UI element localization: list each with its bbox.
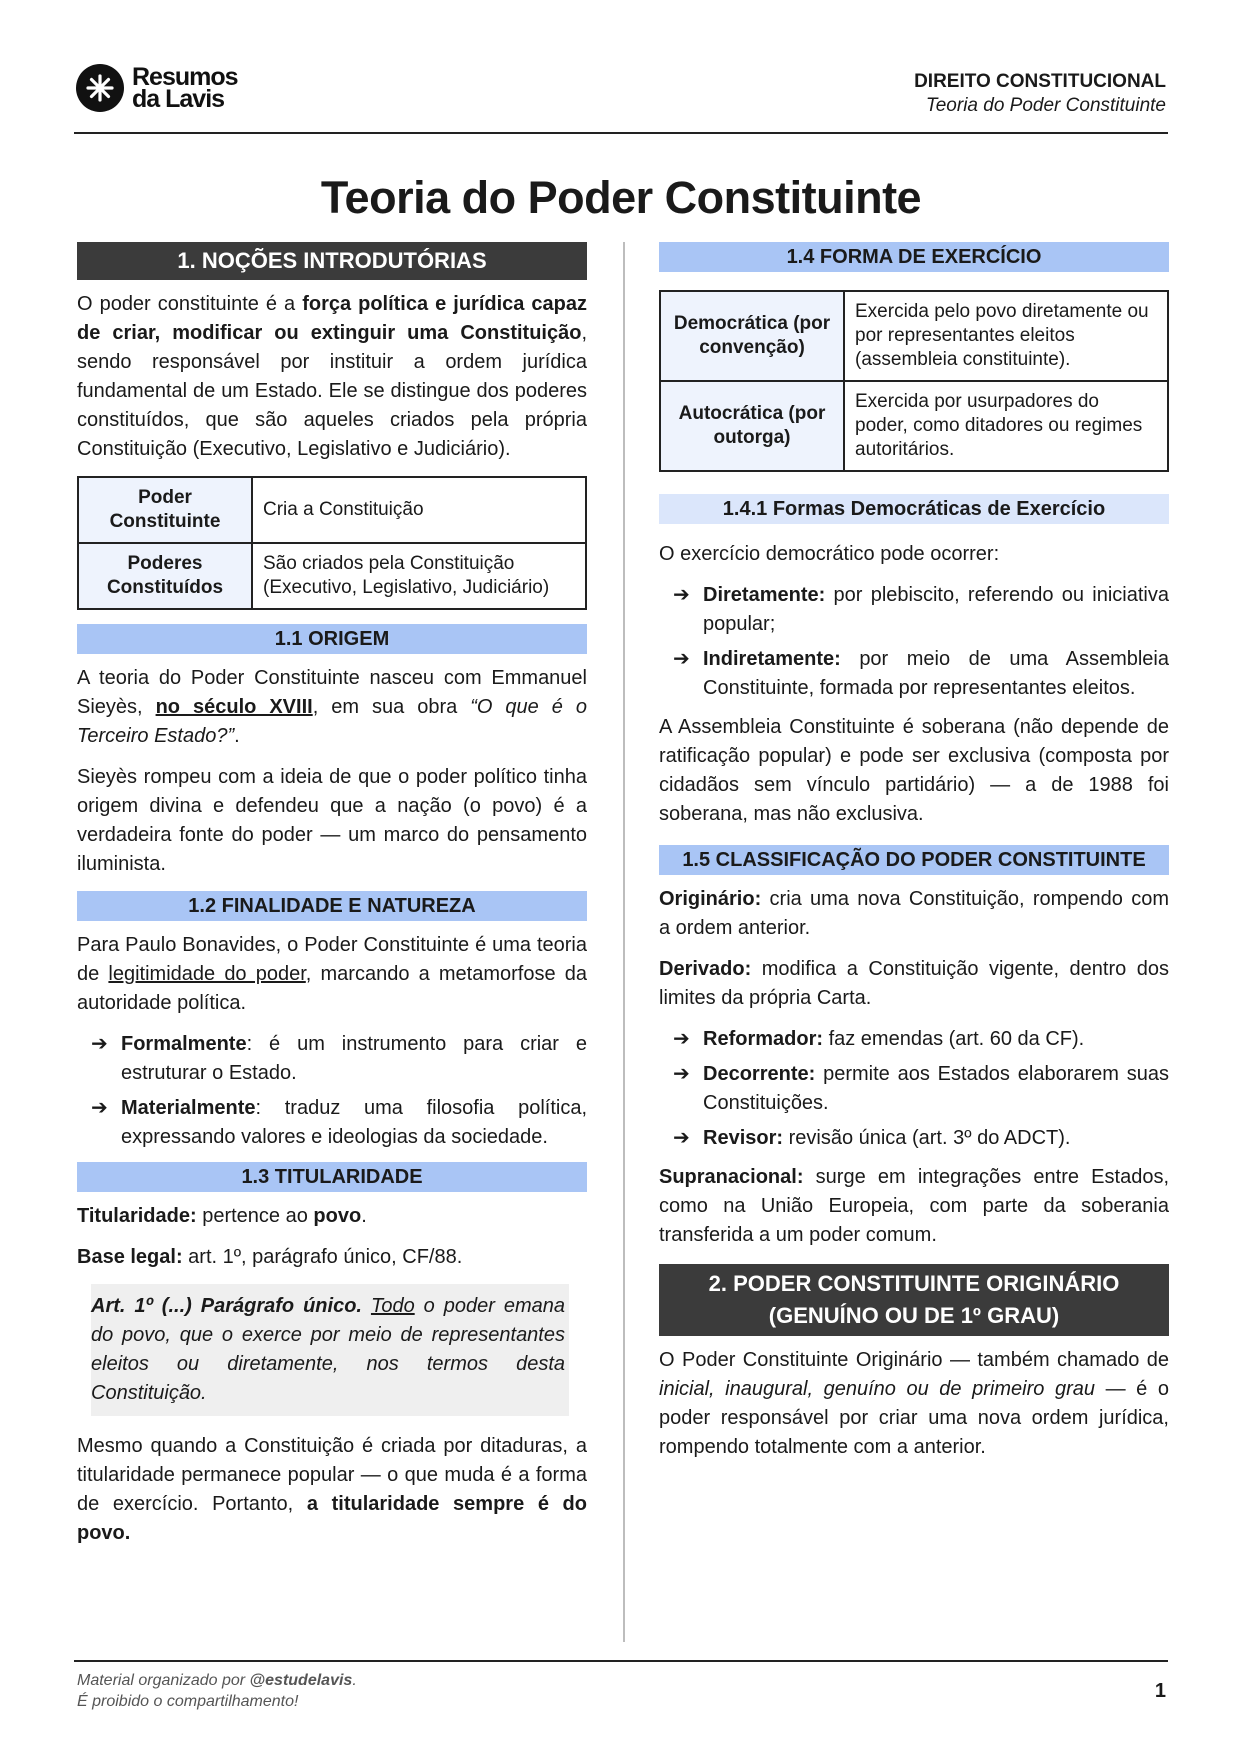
- bold-text: Supranacional:: [659, 1166, 804, 1188]
- section-heading-1: 1. NOÇÕES INTRODUTÓRIAS: [77, 242, 587, 280]
- footer-credit: [77, 1670, 357, 1691]
- header-info: [914, 70, 1166, 118]
- text-run: pertence ao: [196, 1205, 314, 1227]
- text-run: — é o poder responsável por criar uma nova ordem jurídica, rompendo totalmente com a anterior.: [659, 1378, 1170, 1458]
- list-item: [659, 1060, 1169, 1118]
- table-key-cell: Poderes Constituídos: [78, 543, 252, 609]
- list-item-label: Formalmente: [121, 1033, 247, 1055]
- titularidade-paragraph: [77, 1202, 587, 1231]
- table-key-cell: Poder Constituinte: [78, 477, 252, 543]
- text-run: Para Paulo Bonavides, o Poder Constituinte é uma teoria de: [77, 934, 587, 985]
- footer-handle: @estudelavis: [249, 1672, 353, 1689]
- text-run: Mesmo quando a Constituição é criada por ditaduras, a titularidade permanece popular — o que muda é a forma de exercício. Portanto,: [77, 1435, 587, 1515]
- bold-text: força política e jurídica capaz de criar, modificar ou extinguir uma Constituição: [77, 293, 587, 344]
- list-item-label: Materialmente: [121, 1097, 256, 1119]
- text-run: Material organizado por: [77, 1672, 250, 1689]
- table-value-cell: São criados pela Constituição (Executivo, Legislativo, Judiciário): [252, 543, 586, 609]
- table-value-cell: Cria a Constituição: [252, 477, 586, 543]
- underlined-text: legitimidade do poder: [108, 963, 306, 985]
- list-item-text: : traduz uma filosofia política, expressando valores e ideologias da sociedade.: [121, 1097, 587, 1148]
- democratic-forms-list: [659, 581, 1169, 703]
- right-arrow-icon: ➔: [91, 1097, 108, 1119]
- page-number: 1: [1154, 1680, 1166, 1702]
- bold-text: Base legal:: [77, 1246, 183, 1268]
- topic-label: Teoria do Poder Constituinte: [925, 95, 1166, 116]
- table-key-cell: Democrática (por convenção): [660, 291, 844, 381]
- list-item-text: : é um instrumento para criar e estruturar o Estado.: [121, 1033, 587, 1084]
- list-item-text: faz emendas (art. 60 da CF).: [823, 1028, 1085, 1050]
- bold-text: Titularidade:: [77, 1205, 197, 1227]
- conclusion-paragraph: [77, 1432, 587, 1548]
- bold-text: Derivado:: [659, 958, 752, 980]
- brand-name: [132, 63, 238, 113]
- supranacional-paragraph: [659, 1163, 1169, 1250]
- list-item: [659, 1124, 1169, 1153]
- text-run: O Poder Constituinte Originário — também chamado de: [659, 1349, 1169, 1371]
- bold-text: Originário:: [659, 888, 762, 910]
- section-heading-1-4: 1.4 FORMA DE EXERCÍCIO: [659, 242, 1169, 272]
- list-item-text: por meio de uma Assembleia Constituinte, formada por representantes eleitos.: [703, 648, 1169, 699]
- brand-name-line2: da Lavis: [132, 85, 225, 113]
- list-item-label: Diretamente:: [703, 584, 826, 606]
- assembly-paragraph: A Assembleia Constituinte é soberana (não depende de ratificação popular) e pode ser exclusiva (composta por cidadãos sem vínculo partidário) — a de 1988 foi soberana, mas não exclusiva.: [659, 716, 1169, 825]
- comparison-table: [77, 476, 587, 610]
- text-run: A teoria do Poder Constituinte nasceu com Emmanuel Sieyès,: [77, 667, 587, 718]
- right-arrow-icon: ➔: [673, 1127, 690, 1149]
- intro-paragraph: [77, 290, 587, 464]
- section-heading-1-2: 1.2 FINALIDADE E NATUREZA: [77, 891, 587, 921]
- text-run: cria uma nova Constituição, rompendo com a ordem anterior.: [659, 888, 1169, 939]
- right-arrow-icon: ➔: [673, 584, 690, 606]
- bonavides-paragraph: [77, 931, 587, 1018]
- section-heading-1-3: 1.3 TITULARIDADE: [77, 1162, 587, 1192]
- list-item: [77, 1030, 587, 1088]
- bold-text: Art. 1º (...) Parágrafo único.: [91, 1295, 362, 1317]
- list-item: [77, 1094, 587, 1152]
- list-item-label: Revisor:: [703, 1127, 784, 1149]
- text-run: surge em integrações entre Estados, como na União Europeia, com parte da soberania transferida a um poder comum.: [659, 1166, 1169, 1246]
- table-value-cell: Exercida por usurpadores do poder, como ditadores ou regimes autoritários.: [844, 381, 1168, 471]
- table-row: [78, 477, 586, 543]
- italic-text: “O que é o Terceiro Estado?”: [77, 696, 587, 747]
- right-arrow-icon: ➔: [91, 1033, 108, 1055]
- base-legal-paragraph: [77, 1243, 587, 1272]
- right-column: [659, 242, 1169, 1474]
- bold-text: povo: [313, 1205, 362, 1227]
- text-run: , em sua obra: [312, 696, 471, 718]
- section-heading-2-line1: 2. PODER CONSTITUINTE ORIGINÁRIO: [708, 1271, 1120, 1296]
- page-title: Teoria do Poder Constituinte: [320, 172, 922, 223]
- right-arrow-icon: ➔: [673, 1028, 690, 1050]
- table-row: [660, 291, 1168, 381]
- list-item: [659, 645, 1169, 703]
- text-run: modifica a Constituição vigente, dentro dos limites da própria Carta.: [659, 958, 1169, 1009]
- list-item-label: Indiretamente:: [703, 648, 841, 670]
- list-item-text: permite aos Estados elaborarem suas Constituições.: [703, 1063, 1169, 1114]
- list-item-label: Reformador:: [703, 1028, 824, 1050]
- column-divider: [623, 242, 625, 1642]
- table-row: [660, 381, 1168, 471]
- italic-text: inicial, inaugural, genuíno ou de primeiro grau: [659, 1378, 1095, 1400]
- text-run: [362, 1295, 371, 1317]
- table-row: [78, 543, 586, 609]
- section-heading-2-line2: (GENUÍNO OU DE 1º GRAU): [768, 1303, 1060, 1328]
- left-column: [77, 242, 587, 1560]
- brand-logo: [76, 64, 238, 112]
- text-run: O poder constituinte é a: [77, 293, 303, 315]
- text-run: , sendo responsável por instituir a ordem jurídica fundamental de um Estado. Ele se distingue dos poderes constituídos, que são aqueles criados pela própria Constituição (Executivo, Legislativo e Judiciário).: [77, 322, 587, 460]
- footer-warning: É proibido o compartilhamento!: [77, 1693, 299, 1710]
- header-divider: [74, 132, 1168, 134]
- nature-list: [77, 1030, 587, 1152]
- list-item-label: Decorrente:: [703, 1063, 816, 1085]
- originario-paragraph: [659, 885, 1169, 943]
- right-arrow-icon: ➔: [673, 648, 690, 670]
- exercise-form-table: [659, 290, 1169, 472]
- table-value-cell: Exercida pelo povo diretamente ou por representantes eleitos (assembleia constituinte).: [844, 291, 1168, 381]
- legal-quote: [91, 1284, 569, 1416]
- section-heading-1-1: 1.1 ORIGEM: [77, 624, 587, 654]
- footer-note: [77, 1670, 357, 1712]
- bold-underlined-text: no século XVIII: [155, 696, 313, 718]
- list-item: [659, 581, 1169, 639]
- section-heading-2: [659, 1264, 1169, 1336]
- origin-paragraph: [77, 664, 587, 751]
- text-run: .: [361, 1205, 367, 1227]
- section-heading-1-5: 1.5 CLASSIFICAÇÃO DO PODER CONSTITUINTE: [659, 845, 1169, 875]
- footer-divider: [74, 1660, 1168, 1662]
- derivado-paragraph: [659, 955, 1169, 1013]
- table-key-cell: Autocrática (por outorga): [660, 381, 844, 471]
- underlined-text: Todo: [370, 1295, 415, 1317]
- text-run: , marcando a metamorfose da autoridade política.: [77, 963, 588, 1014]
- bold-text: a titularidade sempre é do povo.: [77, 1493, 587, 1544]
- text-run: .: [234, 725, 240, 747]
- text-run: .: [352, 1672, 357, 1689]
- asterisk-star-icon: [76, 64, 124, 112]
- list-item-text: revisão única (art. 3º do ADCT).: [783, 1127, 1071, 1149]
- text-run: o poder emana do povo, que o exerce por meio de representantes eleitos ou diretamente, nos termos desta Constituição.: [91, 1295, 565, 1404]
- right-arrow-icon: ➔: [673, 1063, 690, 1085]
- derived-types-list: [659, 1025, 1169, 1153]
- originario-definition-paragraph: [659, 1346, 1169, 1462]
- list-item-text: por plebiscito, referendo ou iniciativa popular;: [703, 584, 1169, 635]
- sieyes-paragraph: Sieyès rompeu com a ideia de que o poder político tinha origem divina e defendeu que a nação (o povo) é a verdadeira fonte do poder — um marco do pensamento iluminista.: [77, 766, 587, 875]
- subject-label: DIREITO CONSTITUCIONAL: [914, 71, 1166, 92]
- list-item: [659, 1025, 1169, 1054]
- text-run: art. 1º, parágrafo único, CF/88.: [182, 1246, 463, 1268]
- brand-name-line1: Resumos: [132, 63, 238, 91]
- democratic-intro: O exercício democrático pode ocorrer:: [659, 543, 1000, 565]
- section-heading-1-4-1: 1.4.1 Formas Democráticas de Exercício: [659, 494, 1169, 524]
